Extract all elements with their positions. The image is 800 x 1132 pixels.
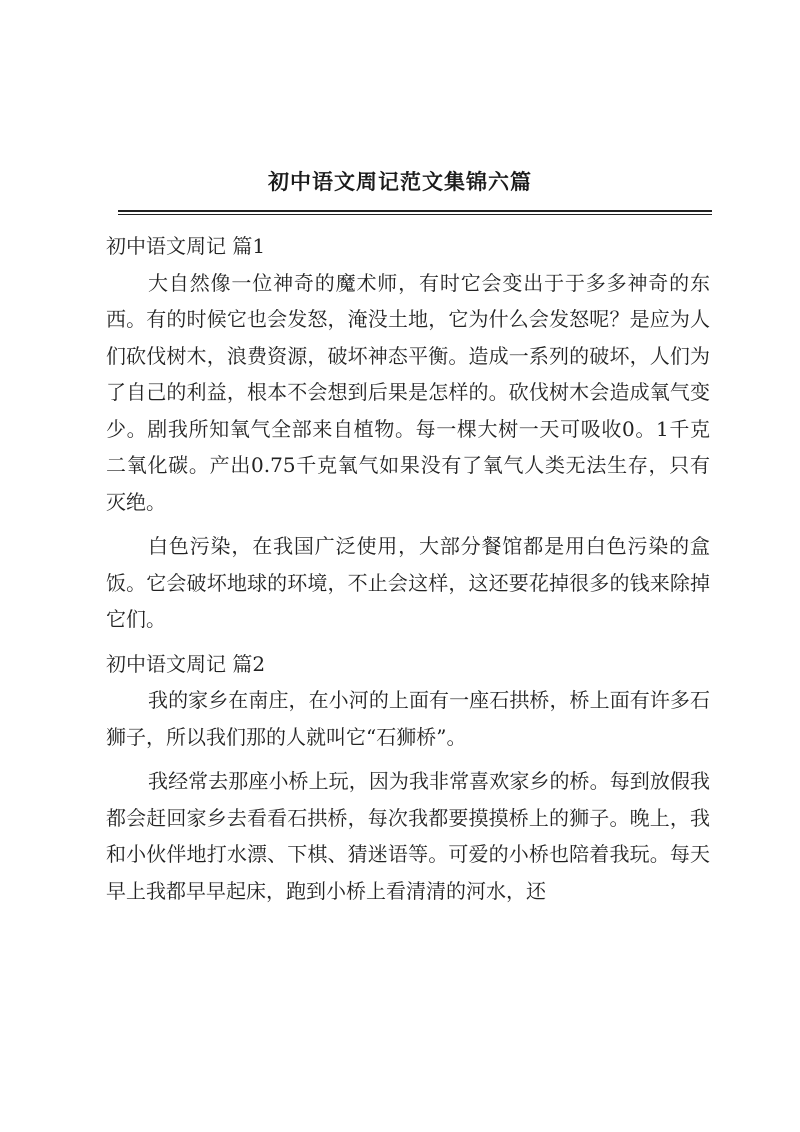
section-1-heading: 初中语文周记 篇1 <box>106 234 266 258</box>
document-title: 初中语文周记范文集锦六篇 <box>268 169 532 194</box>
title-divider-thick <box>118 210 712 212</box>
section-2-heading: 初中语文周记 篇2 <box>106 651 266 676</box>
title-divider-thin <box>118 214 712 215</box>
section-2-paragraph-2: 我经常去那座小桥上玩，因为我非常喜欢家乡的桥。每到放假我都会赶回家乡去看看石拱桥，每次我都要摸摸桥上的狮子。晚上，我和小伙伴地打水漂、下棋、猜迷语等。可爱的小桥也陪着我玩。每天早上我都早早起床，跑到小桥上看清清的河水，还 <box>106 769 710 903</box>
section-1-paragraph-1: 大自然像一位神奇的魔术师，有时它会变出于于多多神奇的东西。有的时候它也会发怒，淹没土地，它为什么会发怒呢？是应为人们砍伐树木，浪费资源，破坏神态平衡。造成一系列的破坏，人们为了自己的利益，根本不会想到后果是怎样的。砍伐树木会造成氧气变少。剧我所知氧气全部来自植物。每一棵大树一天可吸收0。1千克二氧化碳。产出0.75千克氧气如果没有了氧气人类无法生存，只有灭绝。 <box>106 270 710 514</box>
document-body <box>106 228 710 917</box>
section-1-paragraph-2: 白色污染，在我国广泛使用，大部分餐馆都是用白色污染的盒饭。它会破坏地球的环境，不止会这样，这还要花掉很多的钱来除掉它们。 <box>106 534 710 631</box>
section-2-paragraph-1: 我的家乡在南庄，在小河的上面有一座石拱桥，桥上面有许多石狮子，所以我们那的人就叫它“石狮桥”。 <box>106 688 710 749</box>
